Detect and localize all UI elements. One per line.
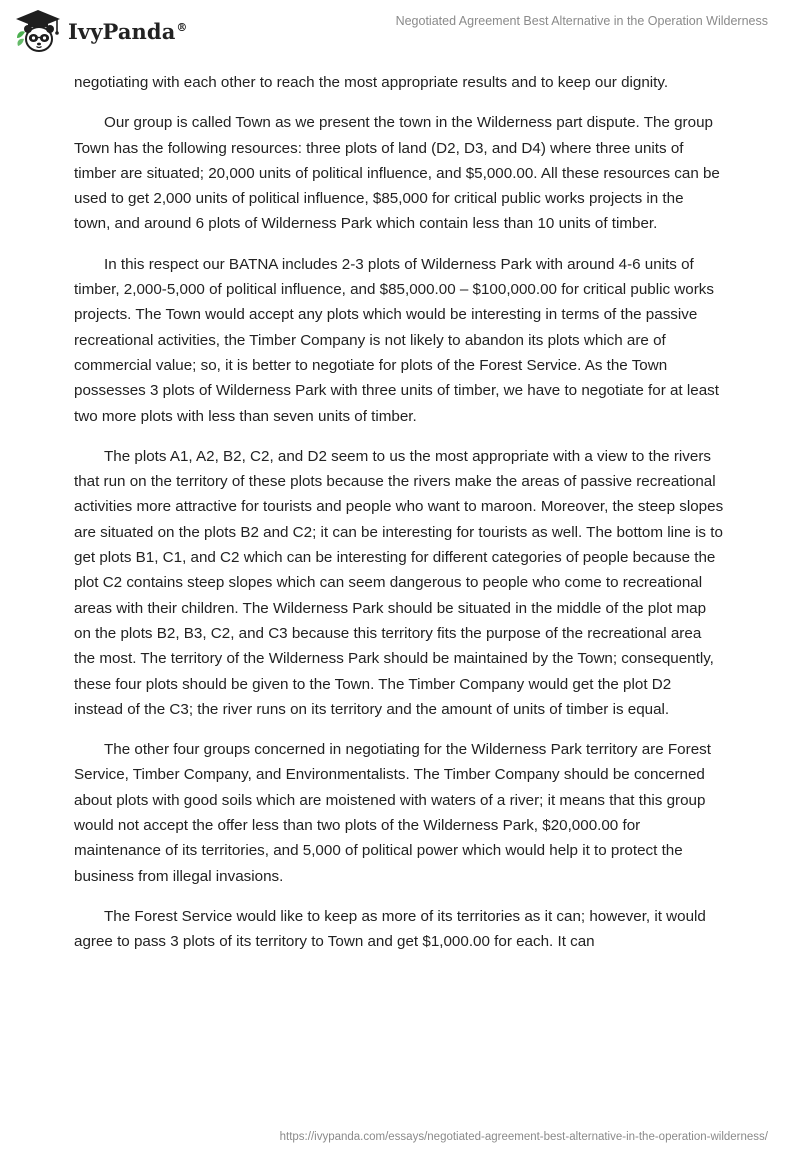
paragraph: The plots A1, A2, B2, C2, and D2 seem to us the most appropriate with a view to the rivers that run on the territory of these plots because the rivers make the areas of passive recreational activities more attractive for tourists and people who want to maroon. Moreover, the steep slopes are situated on the plots B2 and C2; it can be interesting for tourists as well. The bottom line is to get plots B1, C1, and C2 which can be interesting for different categories of people because the plot C2 contains steep slopes which can seem dangerous to people who come to recreational areas with their children. The Wilderness Park should be situated in the middle of the plot map on the plots B2, B3, C2, and C3 because this territory fits the purpose of the recreational area the most. The territory of the Wilderness Park should be maintained by the Town; consequently, these four plots should be given to the Town. The Timber Company would get the plot D2 instead of the C3; the river runs on its territory and the amount of units of timber is equal. [74, 447, 724, 718]
panda-graduate-logo-icon [14, 8, 62, 54]
paragraph: Our group is called Town as we present the town in the Wilderness part dispute. The group Town has the following resources: three plots of land (D2, D3, and D4) where three units of timber are situated; 20,000 units of political influence, and $5,000.00. All these resources can be used to get 2,000 units of political influence, $85,000 for critical public works projects in the town, and around 6 plots of Wilderness Park which contain less than 10 units of timber. [74, 114, 720, 233]
page-header [0, 0, 800, 64]
document-title: Negotiated Agreement Best Alternative in the Operation Wilderness [395, 14, 768, 28]
paragraph: The other four groups concerned in negotiating for the Wilderness Park territory are Forest Service, Timber Company, and Environmentalists. The Timber Company should be concerned about plots with good soils which are moistened with waters of a river; it means that this group would not accept the offer less than two plots of the Wilderness Park, $20,000.00 for maintenance of its territories, and 5,000 of political power which would help it to protect the business from illegal invasions. [74, 741, 711, 885]
registered-mark: ® [176, 20, 188, 34]
logo-wordmark [68, 19, 188, 44]
paragraph-continuation: negotiating with each other to reach the most appropriate results and to keep our dignity. [74, 74, 669, 91]
essay-body [74, 70, 724, 970]
site-logo[interactable] [14, 8, 188, 54]
source-url[interactable]: https://ivypanda.com/essays/negotiated-agreement-best-alternative-in-the-operation-wilderness/ [279, 1131, 768, 1143]
logo-text: IvyPanda [68, 18, 176, 44]
paragraph: In this respect our BATNA includes 2-3 plots of Wilderness Park with around 4-6 units of timber, 2,000-5,000 of political influence, and $85,000.00 – $100,000.00 for critical public works projects. The Town would accept any plots which would be interesting in terms of the passive recreational activities, the Timber Company is not likely to abandon its plots which are of commercial value; so, it is better to negotiate for plots of the Forest Service. As the Town possesses 3 plots of Wilderness Park with three units of timber, we have to negotiate for at least two more plots with less than seven units of timber. [74, 255, 719, 425]
paragraph: The Forest Service would like to keep as more of its territories as it can; however, it would agree to pass 3 plots of its territory to Town and get $1,000.00 for each. It can [74, 907, 706, 951]
